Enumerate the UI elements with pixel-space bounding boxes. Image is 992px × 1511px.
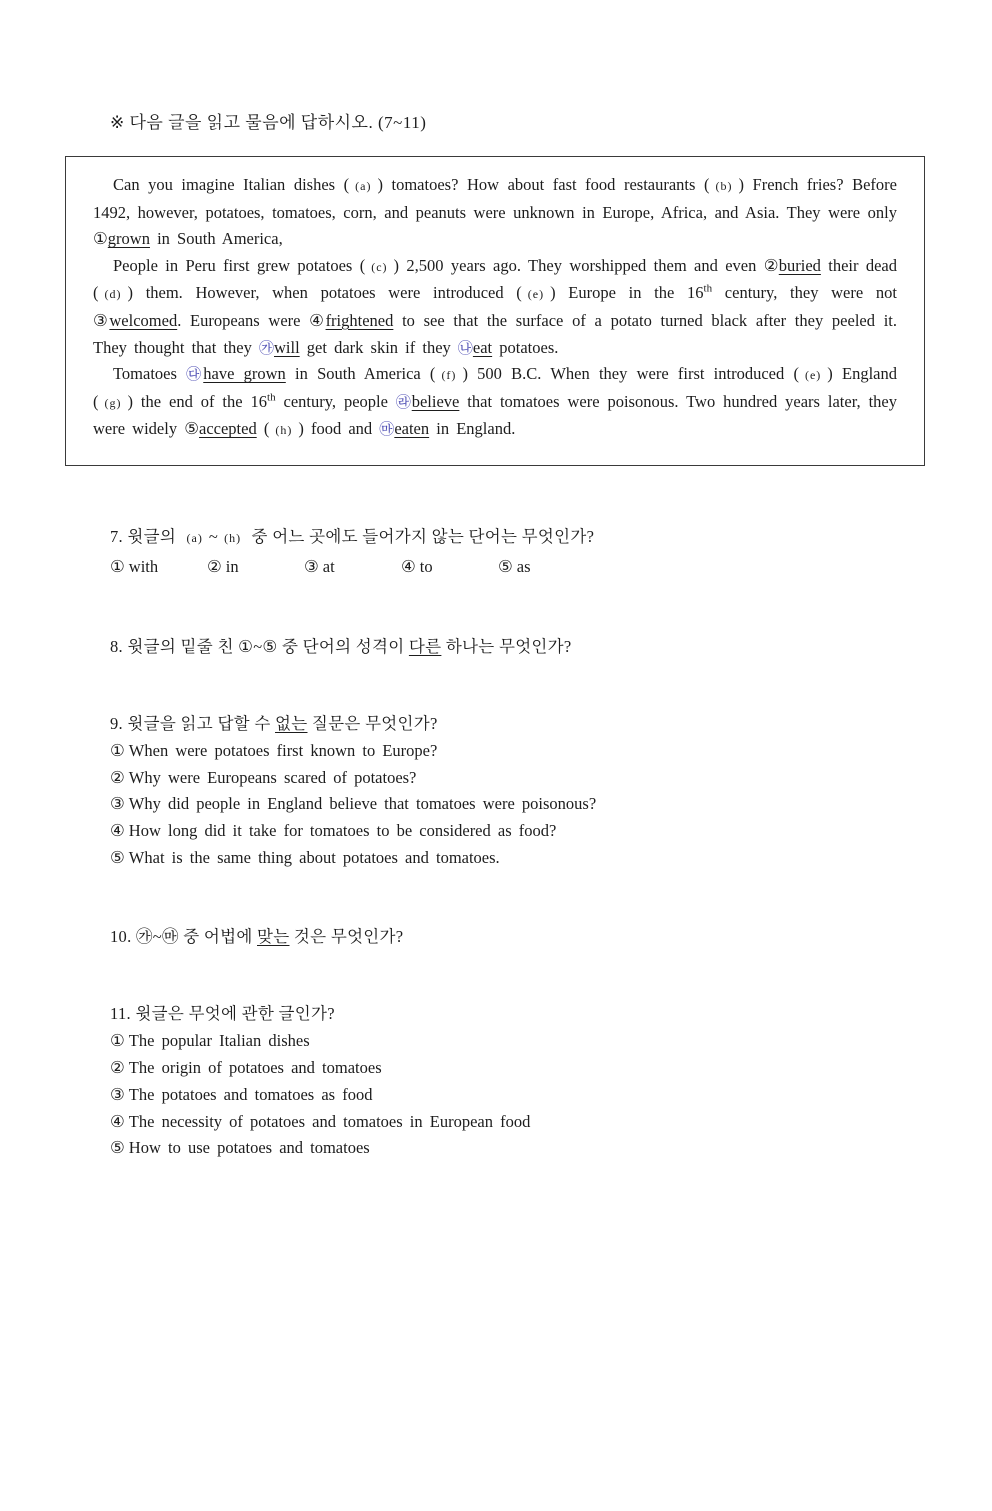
underlined-text: 다른 <box>408 636 442 656</box>
option-marker: ④ <box>110 1111 125 1131</box>
text-run: ) them. However, when potatoes were introduced ( <box>127 283 522 303</box>
option-text: with <box>128 556 159 576</box>
option-marker: ⑤ <box>110 847 125 867</box>
text-run: 9. 윗글을 읽고 답할 수 <box>110 713 276 733</box>
question-10 <box>110 923 992 950</box>
answer-option <box>110 818 992 845</box>
answer-option <box>110 765 992 792</box>
answer-option <box>110 1055 992 1082</box>
text-run: 7. 윗글의 <box>110 526 181 546</box>
text-run: 질문은 무엇인가? <box>307 713 438 733</box>
option-text: to <box>419 556 433 576</box>
option-marker: ① <box>110 556 125 576</box>
text-run: ) Europe in the 16 <box>550 283 704 303</box>
circled-korean-marker: ㉯ <box>457 338 473 357</box>
text-run: 11. 윗글은 무엇에 관한 글인가? <box>110 1004 335 1024</box>
text-run: People in Peru first grew potatoes ( <box>113 255 366 275</box>
option-marker: ⑤ <box>110 1138 125 1158</box>
text-run: ) 500 B.C. When they were first introduced ( <box>462 364 799 384</box>
answer-option <box>304 553 401 580</box>
option-marker: ④ <box>110 821 125 841</box>
answer-option <box>110 1028 992 1055</box>
text-run: ) French fries? Before 1492, however, potatoes, tomatoes, corn, and peanuts were unknown in Europe, Africa, and Asia. They were only ① <box>93 175 897 249</box>
text-run: to see that the surface of a potato turned black after they peeled it. They thought that they <box>93 310 897 357</box>
answer-option <box>110 1082 992 1109</box>
option-marker: ③ <box>110 1084 125 1104</box>
answer-option <box>401 553 498 580</box>
option-text: at <box>322 556 335 576</box>
superscript-text: th <box>267 391 276 404</box>
blank-slot-label: (e) <box>804 368 822 383</box>
text-run: ) the end of the 16 <box>127 391 268 411</box>
text-run: 10. ㉮~㉲ 중 어법에 <box>110 927 258 947</box>
text-run: Can you imagine Italian dishes ( <box>113 175 350 194</box>
section-instruction: ※ 다음 글을 읽고 물음에 답하시오. (7~11) <box>110 113 427 132</box>
option-marker: ① <box>110 1031 125 1051</box>
text-run: ) tomatoes? How about fast food restaurants ( <box>377 175 710 194</box>
underlined-text: frightened <box>325 310 394 330</box>
option-marker: ③ <box>304 556 319 576</box>
option-text: as <box>516 556 531 576</box>
answer-option <box>110 553 207 580</box>
option-text: When were potatoes first known to Europe? <box>128 740 438 760</box>
underlined-text: welcomed <box>109 310 178 330</box>
circled-korean-marker: ㉲ <box>379 420 395 439</box>
option-text: How to use potatoes and tomatoes <box>128 1138 370 1158</box>
underlined-text: buried <box>778 255 821 275</box>
option-marker: ④ <box>401 556 416 576</box>
exam-page <box>0 108 992 1511</box>
underlined-text: accepted <box>199 419 257 439</box>
question-11-stem <box>110 1000 992 1027</box>
option-text: in <box>225 556 239 576</box>
option-marker: ③ <box>110 794 125 814</box>
circled-korean-marker: ㉮ <box>258 338 274 357</box>
underlined-text: will <box>274 337 300 357</box>
answer-option <box>110 1109 992 1136</box>
blank-slot-label: (c) <box>371 259 388 274</box>
question-11-options <box>110 1028 992 1162</box>
text-run: get dark skin if they <box>299 337 458 357</box>
text-run: in England. <box>429 419 516 439</box>
option-text: The necessity of potatoes and tomatoes in European food <box>128 1111 531 1131</box>
answer-option <box>207 553 304 580</box>
reading-passage-box <box>65 156 925 466</box>
text-run: ~ <box>208 526 219 546</box>
text-run: Tomatoes <box>113 364 187 384</box>
option-marker: ② <box>110 767 125 787</box>
text-run: that tomatoes were poisonous. Two hundred years later, they were widely ⑤ <box>93 391 897 439</box>
underlined-text: believe <box>411 391 460 411</box>
superscript-text: th <box>703 282 713 295</box>
circled-korean-marker: ㉱ <box>395 392 412 411</box>
question-11 <box>110 1000 992 1162</box>
option-marker: ⑤ <box>498 556 513 576</box>
blank-slot-label: (f) <box>441 368 457 383</box>
option-marker: ② <box>110 1058 125 1078</box>
text-run: century, people <box>275 391 396 411</box>
text-run: . Europeans were ④ <box>177 310 326 330</box>
option-text: How long did it take for tomatoes to be considered as food? <box>128 821 557 841</box>
option-text: Why were Europeans scared of potatoes? <box>128 767 417 787</box>
answer-option <box>498 553 595 580</box>
text-run: in South America ( <box>285 364 436 384</box>
blank-slot-label: (a) <box>186 530 203 545</box>
answer-option <box>110 1135 992 1162</box>
text-run: ) England ( <box>93 364 897 411</box>
option-text: The popular Italian dishes <box>128 1031 310 1051</box>
underlined-text: have grown <box>203 364 286 384</box>
question-9 <box>110 710 992 872</box>
blank-slot-label: (d) <box>104 287 122 302</box>
text-run: 중 어느 곳에도 들어가지 않는 단어는 무엇인가? <box>247 526 595 546</box>
circled-korean-marker: ㉰ <box>186 365 204 384</box>
text-run: 것은 무엇인가? <box>289 927 404 947</box>
underlined-text: 맞는 <box>257 927 290 947</box>
question-9-options <box>110 738 992 872</box>
underlined-text: eaten <box>394 419 430 439</box>
blank-slot-label: (b) <box>715 179 733 193</box>
blank-slot-label: (e) <box>527 287 545 302</box>
questions-section <box>110 523 992 1162</box>
text-run: in South America, <box>149 229 283 249</box>
underlined-text: grown <box>107 229 150 249</box>
blank-slot-label: (a) <box>355 179 372 193</box>
option-text: Why did people in England believe that tomatoes were poisonous? <box>128 794 597 814</box>
text-run: ) 2,500 years ago. They worshipped them and even ② <box>393 255 779 275</box>
text-run: ( <box>256 419 270 439</box>
option-text: The potatoes and tomatoes as food <box>128 1084 373 1104</box>
answer-option <box>110 738 992 765</box>
passage-paragraph-3 <box>93 361 897 444</box>
question-7 <box>110 523 992 580</box>
underlined-text: eat <box>472 337 493 357</box>
answer-option <box>110 845 992 872</box>
option-marker: ② <box>207 556 222 576</box>
question-8 <box>110 633 992 660</box>
passage-paragraph-2 <box>93 253 897 361</box>
text-run: 하나는 무엇인가? <box>441 636 572 656</box>
text-run: potatoes. <box>492 337 559 357</box>
blank-slot-label: (g) <box>104 395 122 410</box>
question-7-stem <box>110 523 992 552</box>
question-8-stem <box>110 633 992 660</box>
blank-slot-label: (h) <box>275 423 293 438</box>
question-7-options <box>110 553 992 580</box>
blank-slot-label: (h) <box>224 530 242 545</box>
option-text: The origin of potatoes and tomatoes <box>128 1058 382 1078</box>
option-marker: ① <box>110 740 125 760</box>
text-run: 8. 윗글의 밑줄 친 ①~⑤ 중 단어의 성격이 <box>110 636 409 656</box>
answer-option <box>110 791 992 818</box>
option-text: What is the same thing about potatoes and tomatoes. <box>128 847 500 867</box>
question-9-stem <box>110 710 992 737</box>
text-run: ) food and <box>298 419 380 439</box>
text-run: century, they were not ③ <box>93 283 897 330</box>
passage-paragraph-1 <box>93 172 897 253</box>
text-run: their dead ( <box>93 255 898 303</box>
underlined-text: 없는 <box>275 713 308 733</box>
question-10-stem <box>110 923 992 950</box>
